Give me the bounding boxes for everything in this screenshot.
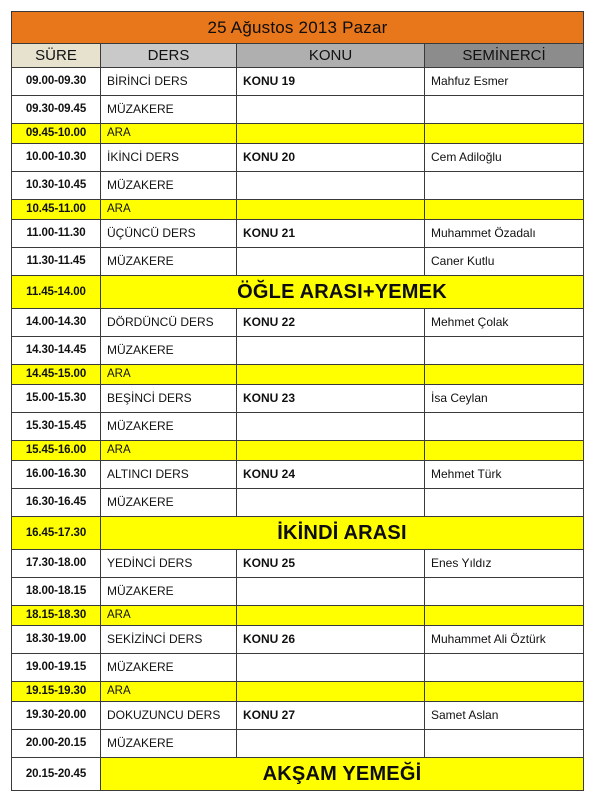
cell-topic: KONU 27: [237, 702, 425, 730]
cell-topic: KONU 20: [237, 144, 425, 172]
cell-topic: KONU 26: [237, 626, 425, 654]
cell-lesson: MÜZAKERE: [101, 337, 237, 365]
cell-time: 10.45-11.00: [12, 200, 101, 220]
table-row: [12, 172, 584, 200]
cell-lesson: MÜZAKERE: [101, 248, 237, 276]
cell-topic: [237, 200, 425, 220]
cell-time: 11.30-11.45: [12, 248, 101, 276]
cell-time: 15.30-15.45: [12, 413, 101, 441]
cell-presenter: [425, 682, 584, 702]
cell-time: 11.00-11.30: [12, 220, 101, 248]
column-header-ders: DERS: [101, 44, 237, 68]
cell-topic: KONU 19: [237, 68, 425, 96]
table-row-ara: [12, 441, 584, 461]
cell-presenter: Cem Adiloğlu: [425, 144, 584, 172]
table-row-ara: [12, 365, 584, 385]
cell-lesson: ARA: [101, 606, 237, 626]
cell-time: 20.15-20.45: [12, 758, 101, 791]
table-row: [12, 248, 584, 276]
cell-topic: [237, 365, 425, 385]
cell-time: 09.30-09.45: [12, 96, 101, 124]
schedule-title: 25 Ağustos 2013 Pazar: [12, 12, 584, 44]
cell-lesson: İKİNCİ DERS: [101, 144, 237, 172]
cell-time: 14.30-14.45: [12, 337, 101, 365]
table-row-ara: [12, 606, 584, 626]
cell-presenter: Caner Kutlu: [425, 248, 584, 276]
cell-topic: [237, 96, 425, 124]
cell-topic: KONU 21: [237, 220, 425, 248]
table-row-break: [12, 517, 584, 550]
cell-time: 09.00-09.30: [12, 68, 101, 96]
cell-topic: KONU 25: [237, 550, 425, 578]
table-row-ara: [12, 200, 584, 220]
table-row: [12, 626, 584, 654]
cell-topic: [237, 413, 425, 441]
cell-topic: [237, 654, 425, 682]
table-row: [12, 68, 584, 96]
cell-lesson: ARA: [101, 441, 237, 461]
cell-topic: KONU 24: [237, 461, 425, 489]
cell-lesson: ALTINCI DERS: [101, 461, 237, 489]
cell-topic: [237, 578, 425, 606]
cell-presenter: [425, 337, 584, 365]
cell-topic: [237, 606, 425, 626]
cell-time: 10.00-10.30: [12, 144, 101, 172]
cell-topic: KONU 23: [237, 385, 425, 413]
table-row-break: [12, 758, 584, 791]
cell-time: 19.15-19.30: [12, 682, 101, 702]
cell-time: 10.30-10.45: [12, 172, 101, 200]
seminar-schedule-table: [11, 11, 584, 791]
cell-lesson: ARA: [101, 124, 237, 144]
cell-presenter: [425, 489, 584, 517]
cell-lesson: MÜZAKERE: [101, 172, 237, 200]
cell-topic: [237, 682, 425, 702]
cell-topic: [237, 172, 425, 200]
cell-presenter: [425, 730, 584, 758]
cell-lesson: BEŞİNCİ DERS: [101, 385, 237, 413]
cell-time: 20.00-20.15: [12, 730, 101, 758]
table-row-ara: [12, 124, 584, 144]
table-row: [12, 309, 584, 337]
table-row: [12, 337, 584, 365]
cell-time: 17.30-18.00: [12, 550, 101, 578]
cell-time: 09.45-10.00: [12, 124, 101, 144]
cell-lesson: SEKİZİNCİ DERS: [101, 626, 237, 654]
cell-presenter: [425, 654, 584, 682]
title-row: [12, 12, 584, 44]
cell-presenter: [425, 365, 584, 385]
cell-lesson: ARA: [101, 365, 237, 385]
cell-time: 16.30-16.45: [12, 489, 101, 517]
table-row: [12, 220, 584, 248]
cell-topic: [237, 248, 425, 276]
cell-lesson: ARA: [101, 682, 237, 702]
column-header-sure: SÜRE: [12, 44, 101, 68]
cell-time: 14.00-14.30: [12, 309, 101, 337]
cell-presenter: [425, 413, 584, 441]
cell-presenter: [425, 96, 584, 124]
table-row: [12, 96, 584, 124]
table-row: [12, 578, 584, 606]
cell-time: 16.00-16.30: [12, 461, 101, 489]
table-row: [12, 730, 584, 758]
cell-time: 19.30-20.00: [12, 702, 101, 730]
cell-lesson: ARA: [101, 200, 237, 220]
cell-lesson: MÜZAKERE: [101, 96, 237, 124]
table-row-break: [12, 276, 584, 309]
cell-time: 16.45-17.30: [12, 517, 101, 550]
cell-presenter: [425, 578, 584, 606]
table-row: [12, 144, 584, 172]
cell-topic: [237, 489, 425, 517]
column-header-row: [12, 44, 584, 68]
table-row: [12, 413, 584, 441]
table-row: [12, 385, 584, 413]
table-row-ara: [12, 682, 584, 702]
table-head: [12, 12, 584, 68]
cell-break-label: AKŞAM YEMEĞİ: [101, 758, 584, 791]
cell-presenter: Enes Yıldız: [425, 550, 584, 578]
cell-presenter: Mehmet Türk: [425, 461, 584, 489]
cell-lesson: MÜZAKERE: [101, 578, 237, 606]
table-row: [12, 702, 584, 730]
table-row: [12, 654, 584, 682]
cell-topic: [237, 730, 425, 758]
cell-time: 18.00-18.15: [12, 578, 101, 606]
cell-topic: KONU 22: [237, 309, 425, 337]
cell-presenter: [425, 200, 584, 220]
cell-time: 18.15-18.30: [12, 606, 101, 626]
cell-lesson: BİRİNCİ DERS: [101, 68, 237, 96]
cell-lesson: MÜZAKERE: [101, 489, 237, 517]
cell-topic: [237, 441, 425, 461]
cell-lesson: MÜZAKERE: [101, 413, 237, 441]
cell-topic: [237, 124, 425, 144]
cell-presenter: Samet Aslan: [425, 702, 584, 730]
cell-time: 18.30-19.00: [12, 626, 101, 654]
cell-lesson: YEDİNCİ DERS: [101, 550, 237, 578]
cell-presenter: Mehmet Çolak: [425, 309, 584, 337]
cell-time: 19.00-19.15: [12, 654, 101, 682]
cell-presenter: [425, 172, 584, 200]
cell-time: 15.45-16.00: [12, 441, 101, 461]
table-row: [12, 461, 584, 489]
cell-lesson: ÜÇÜNCÜ DERS: [101, 220, 237, 248]
cell-presenter: İsa Ceylan: [425, 385, 584, 413]
cell-presenter: Muhammet Ali Öztürk: [425, 626, 584, 654]
cell-time: 15.00-15.30: [12, 385, 101, 413]
cell-presenter: Muhammet Özadalı: [425, 220, 584, 248]
cell-lesson: DOKUZUNCU DERS: [101, 702, 237, 730]
column-header-konu: KONU: [237, 44, 425, 68]
table-body: [12, 68, 584, 791]
cell-presenter: Mahfuz Esmer: [425, 68, 584, 96]
cell-break-label: ÖĞLE ARASI+YEMEK: [101, 276, 584, 309]
cell-time: 11.45-14.00: [12, 276, 101, 309]
cell-break-label: İKİNDİ ARASI: [101, 517, 584, 550]
table-row: [12, 550, 584, 578]
cell-presenter: [425, 441, 584, 461]
cell-lesson: MÜZAKERE: [101, 730, 237, 758]
cell-presenter: [425, 124, 584, 144]
cell-lesson: DÖRDÜNCÜ DERS: [101, 309, 237, 337]
cell-lesson: MÜZAKERE: [101, 654, 237, 682]
cell-time: 14.45-15.00: [12, 365, 101, 385]
column-header-seminerci: SEMİNERCİ: [425, 44, 584, 68]
cell-presenter: [425, 606, 584, 626]
cell-topic: [237, 337, 425, 365]
table-row: [12, 489, 584, 517]
